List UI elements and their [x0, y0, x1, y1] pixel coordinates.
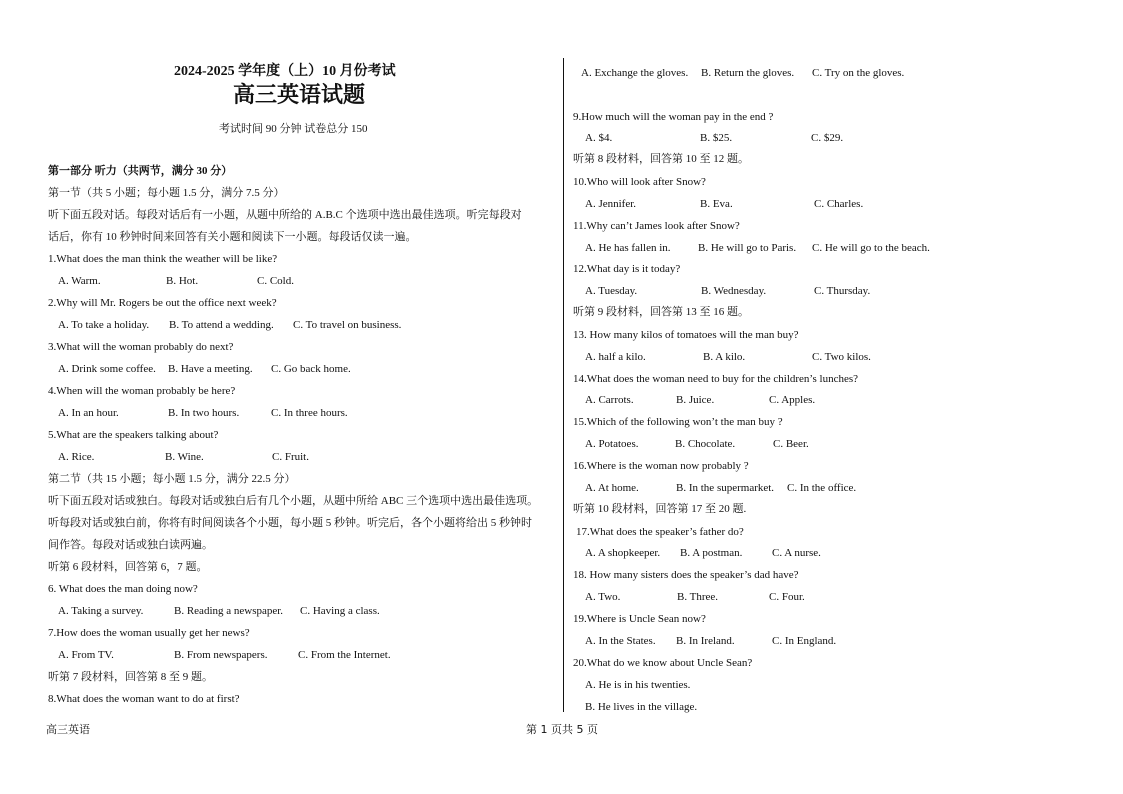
- option: C. $29.: [811, 132, 844, 144]
- option: C. Try on the gloves.: [812, 67, 905, 79]
- question-19: 19.Where is Uncle Sean now?: [573, 613, 706, 625]
- option: C. He will go to the beach.: [812, 242, 930, 254]
- question-3: 3.What will the woman probably do next?: [48, 341, 234, 353]
- option: A. Carrots.: [585, 394, 634, 406]
- page-title: 高三英语试题: [233, 82, 366, 108]
- question-16: 16.Where is the woman now probably ?: [573, 460, 749, 472]
- question-9: 9.How much will the woman pay in the end ?: [573, 111, 774, 123]
- option: B. Three.: [677, 591, 719, 603]
- question-2: 2.Why will Mr. Rogers be out the office next week?: [48, 297, 277, 309]
- option: A. Drink some coffee.: [58, 363, 156, 375]
- option: A. He has fallen in.: [585, 242, 671, 254]
- option: A. He is in his twenties.: [585, 679, 691, 691]
- question-17: 17.What does the speaker’s father do?: [576, 526, 744, 538]
- option: B. In Ireland.: [676, 635, 735, 647]
- instruction-line: 间作答。每段对话或独白读两遍。: [48, 539, 213, 551]
- material-heading: 听第 8 段材料，回答第 10 至 12 题。: [573, 153, 749, 165]
- question-4: 4.When will the woman probably be here?: [48, 385, 236, 397]
- footer-page-number: 第 1 页共 5 页: [526, 723, 598, 736]
- option: B. Return the gloves.: [701, 67, 795, 79]
- question-8: 8.What does the woman want to do at first?: [48, 693, 240, 705]
- option: B. He lives in the village.: [585, 701, 698, 713]
- option: B. To attend a wedding.: [169, 319, 274, 331]
- option: C. Thursday.: [814, 285, 871, 297]
- option: C. Charles.: [814, 198, 864, 210]
- part-heading: 第一部分 听力（共两节，满分 30 分）: [48, 165, 233, 177]
- question-20: 20.What do we know about Uncle Sean?: [573, 657, 753, 669]
- question-18: 18. How many sisters does the speaker’s dad have?: [573, 569, 799, 581]
- question-6: 6. What does the man doing now?: [48, 583, 198, 595]
- option: B. Have a meeting.: [168, 363, 253, 375]
- option: A. Jennifer.: [585, 198, 637, 210]
- exam-info: 考试时间 90 分钟 试卷总分 150: [219, 123, 368, 135]
- option: C. Having a class.: [300, 605, 380, 617]
- option: C. Cold.: [257, 275, 294, 287]
- option: B. Eva.: [700, 198, 733, 210]
- option: C. In the office.: [787, 482, 857, 494]
- option: A. Potatoes.: [585, 438, 639, 450]
- instruction-line: 听下面五段对话。每段对话后有一小题，从题中所给的 A.B.C 个选项中选出最佳选项。听完每段对: [48, 209, 522, 221]
- option: C. Four.: [769, 591, 805, 603]
- option: A. half a kilo.: [585, 351, 646, 363]
- section-heading: 第一节（共 5 小题；每小题 1.5 分，满分 7.5 分）: [48, 187, 285, 199]
- option: A. Warm.: [58, 275, 101, 287]
- question-11: 11.Why can’t James look after Snow?: [573, 220, 740, 232]
- option: A. $4.: [585, 132, 613, 144]
- option: B. In the supermarket.: [676, 482, 775, 494]
- option: A. In an hour.: [58, 407, 119, 419]
- exam-name: 2024-2025 学年度（上）10 月份考试: [174, 64, 396, 79]
- material-heading: 听第 9 段材料，回答第 13 至 16 题。: [573, 306, 749, 318]
- option: A. In the States.: [585, 635, 656, 647]
- option: C. From the Internet.: [298, 649, 391, 661]
- option: B. Reading a newspaper.: [174, 605, 284, 617]
- instruction-line: 听下面五段对话或独白。每段对话或独白后有几个小题，从题中所给 ABC 三个选项中选出最佳选项。: [48, 495, 539, 507]
- option: C. A nurse.: [772, 547, 821, 559]
- option: B. He will go to Paris.: [698, 242, 797, 254]
- instruction-line: 听每段对话或独白前，你将有时间阅读各个小题，每小题 5 秒钟。听完后，各个小题将给出 5 秒钟时: [48, 517, 532, 529]
- instruction-line: 话后，你有 10 秒钟时间来回答有关小题和阅读下一小题。每段话仅读一遍。: [48, 231, 417, 243]
- question-14: 14.What does the woman need to buy for the children’s lunches?: [573, 373, 859, 385]
- option: A. Tuesday.: [585, 285, 638, 297]
- option: A. At home.: [585, 482, 639, 494]
- question-1: 1.What does the man think the weather will be like?: [48, 253, 278, 265]
- option: B. Juice.: [676, 394, 715, 406]
- option: B. A postman.: [680, 547, 743, 559]
- option: C. In England.: [772, 635, 837, 647]
- question-12: 12.What day is it today?: [573, 263, 681, 275]
- option: A. Two.: [585, 591, 621, 603]
- option: B. $25.: [700, 132, 733, 144]
- option: A. Exchange the gloves.: [581, 67, 689, 79]
- option: B. Hot.: [166, 275, 199, 287]
- option: C. Beer.: [773, 438, 809, 450]
- option: C. Apples.: [769, 394, 816, 406]
- section-heading: 第二节（共 15 小题；每小题 1.5 分，满分 22.5 分）: [48, 473, 296, 485]
- option: C. Go back home.: [271, 363, 351, 375]
- question-5: 5.What are the speakers talking about?: [48, 429, 219, 441]
- option: B. In two hours.: [168, 407, 240, 419]
- option: C. Fruit.: [272, 451, 309, 463]
- question-10: 10.Who will look after Snow?: [573, 176, 706, 188]
- material-heading: 听第 6 段材料，回答第 6，7 题。: [48, 561, 208, 573]
- material-heading: 听第 7 段材料，回答第 8 至 9 题。: [48, 671, 213, 683]
- option: A. From TV.: [58, 649, 114, 661]
- column-divider: [563, 58, 564, 712]
- option: B. Wine.: [165, 451, 204, 463]
- option: A. Taking a survey.: [58, 605, 144, 617]
- option: C. Two kilos.: [812, 351, 871, 363]
- option: A. A shopkeeper.: [585, 547, 661, 559]
- question-15: 15.Which of the following won’t the man buy ?: [573, 416, 783, 428]
- option: C. To travel on business.: [293, 319, 402, 331]
- option: A. Rice.: [58, 451, 95, 463]
- option: A. To take a holiday.: [58, 319, 150, 331]
- question-13: 13. How many kilos of tomatoes will the man buy?: [573, 329, 799, 341]
- option: C. In three hours.: [271, 407, 348, 419]
- footer-subject: 高三英语: [46, 723, 90, 736]
- option: B. Wednesday.: [701, 285, 767, 297]
- material-heading: 听第 10 段材料，回答第 17 至 20 题.: [573, 503, 747, 515]
- option: B. A kilo.: [703, 351, 746, 363]
- question-7: 7.How does the woman usually get her news?: [48, 627, 250, 639]
- option: B. Chocolate.: [675, 438, 736, 450]
- option: B. From newspapers.: [174, 649, 268, 661]
